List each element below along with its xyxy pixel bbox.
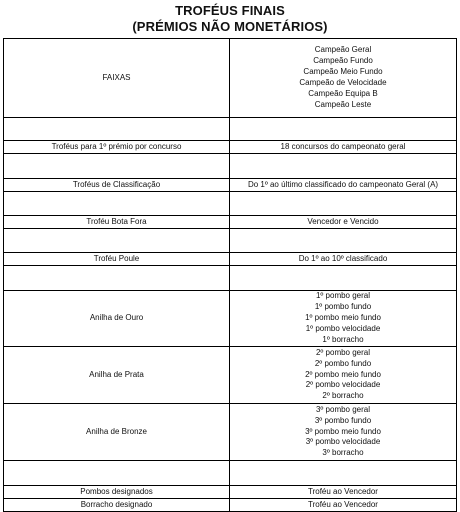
spacer-cell [4, 192, 230, 216]
spacer-row [4, 154, 457, 179]
prize-line: Do 1º ao 10º classificado [298, 253, 388, 263]
prize-line: 1º pombo velocidade [305, 323, 381, 333]
spacer-cell [4, 229, 230, 253]
prize-line: 1º pombo geral [315, 291, 371, 301]
table-row [4, 39, 457, 118]
prize-line: 1º borracho [322, 334, 364, 344]
table-row [4, 141, 457, 154]
prize-line: 1º pombo fundo [314, 302, 372, 312]
prize-line: Troféu ao Vencedor [308, 499, 378, 509]
spacer-cell [230, 154, 457, 179]
document-subtitle: (PRÉMIOS NÃO MONETÁRIOS) [132, 19, 328, 34]
prize-line: 18 concursos do campeonato geral [280, 141, 406, 151]
category-cell: Pombos designados [4, 486, 230, 499]
category-cell: Anilha de Prata [4, 347, 230, 404]
category-cell: Borracho designado [4, 499, 230, 512]
prize-line: 2º borracho [322, 391, 364, 401]
prize-cell [230, 404, 457, 461]
spacer-cell [230, 229, 457, 253]
category-cell: Troféu Poule [4, 253, 230, 266]
prizes-table [3, 38, 457, 512]
prize-line: 3º pombo geral [315, 404, 371, 414]
prize-line: Campeão Leste [314, 99, 372, 109]
table-row [4, 253, 457, 266]
spacer-cell [4, 461, 230, 486]
spacer-cell [4, 266, 230, 291]
prize-line: Campeão Geral [314, 45, 372, 55]
spacer-cell [230, 192, 457, 216]
prize-line: 2º pombo geral [315, 347, 371, 357]
prize-line: Campeão de Velocidade [299, 78, 387, 87]
spacer-cell [4, 154, 230, 179]
table-row [4, 216, 457, 229]
prize-cell [230, 486, 457, 499]
prize-cell [230, 499, 457, 512]
prize-cell [230, 347, 457, 404]
spacer-row [4, 192, 457, 216]
spacer-row [4, 266, 457, 291]
prize-line: Campeão Fundo [313, 56, 373, 66]
spacer-cell [230, 118, 457, 141]
prize-line: 3º pombo fundo [314, 415, 372, 425]
prize-cell [230, 179, 457, 192]
category-cell: Anilha de Bronze [4, 404, 230, 461]
document-title: TROFÉUS FINAIS [175, 3, 285, 18]
spacer-cell [4, 118, 230, 141]
table-row [4, 347, 457, 404]
spacer-row [4, 461, 457, 486]
prize-line: 1º pombo meio fundo [305, 313, 381, 323]
category-cell: FAIXAS [4, 39, 230, 118]
category-cell: Troféus de Classificação [4, 179, 230, 192]
prize-line: 3º pombo meio fundo [305, 426, 381, 436]
spacer-row [4, 118, 457, 141]
prize-line: Troféu ao Vencedor [308, 486, 378, 496]
prize-line: 2º pombo meio fundo [305, 369, 381, 379]
prize-cell [230, 141, 457, 154]
table-row [4, 179, 457, 192]
prize-line: 3º borracho [322, 448, 364, 458]
prize-line: 2º pombo velocidade [305, 380, 381, 390]
prize-line: Campeão Equipa B [308, 88, 378, 98]
category-cell: Anilha de Ouro [4, 291, 230, 347]
spacer-cell [230, 461, 457, 486]
table-row [4, 291, 457, 347]
prize-line: Campeão Meio Fundo [303, 67, 383, 77]
prize-cell [230, 253, 457, 266]
table-row [4, 404, 457, 461]
prize-line: Do 1º ao último classificado do campeonato Geral (A) [247, 179, 439, 189]
table-row [4, 499, 457, 512]
category-cell: Troféu Bota Fora [4, 216, 230, 229]
prizes-table-body [4, 39, 457, 512]
prize-cell [230, 216, 457, 229]
prize-line: Vencedor e Vencido [307, 216, 379, 226]
spacer-cell [230, 266, 457, 291]
prize-cell [230, 291, 457, 347]
table-row [4, 486, 457, 499]
prize-line: 2º pombo fundo [314, 358, 372, 368]
prize-cell [230, 39, 457, 118]
prize-line: 3º pombo velocidade [305, 437, 381, 447]
spacer-row [4, 229, 457, 253]
category-cell: Troféus para 1º prémio por concurso [4, 141, 230, 154]
